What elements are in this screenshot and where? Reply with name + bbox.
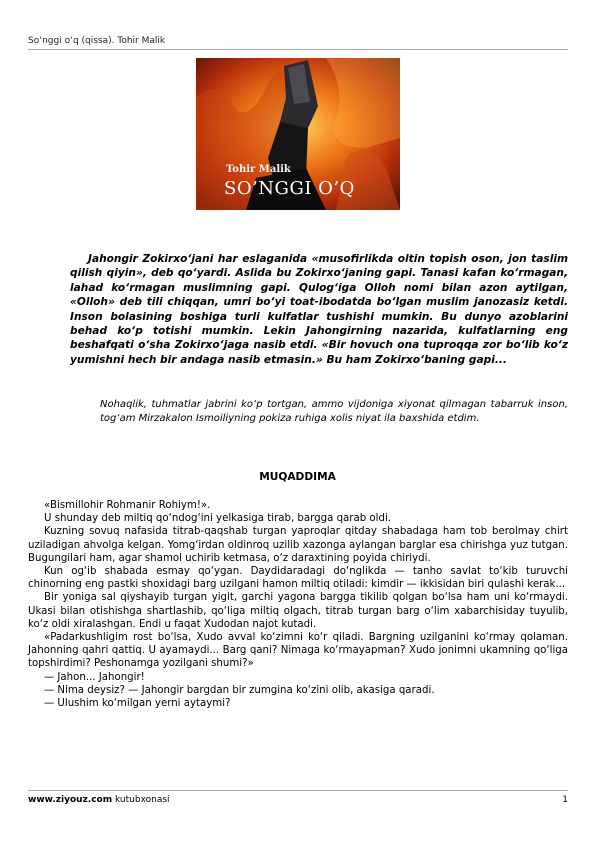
cover-author: Tohir Malik bbox=[226, 164, 291, 175]
page-number: 1 bbox=[562, 795, 568, 805]
site-suffix: kutubxonasi bbox=[112, 795, 170, 805]
paragraph: «Bismillohir Rohmanir Rohiym!». bbox=[44, 500, 211, 511]
paragraph: — Nima deysiz? — Jahongir bargdan bir zumgina ko‘zini olib, akasiga qaradi. bbox=[44, 684, 435, 696]
dedication-epigraph: Nohaqlik, tuhmatlar jabrini ko‘p tortgan, ammo vijdoniga xiyonat qilmagan tabarruk inson, tog‘am Mirzakalon Ismoiliyning pokiza ruhiga xolis niyat ila baxshida etdim. bbox=[100, 399, 568, 424]
running-header bbox=[28, 36, 568, 50]
chapter-body bbox=[28, 499, 568, 710]
chapter-title: MUQADDIMA bbox=[259, 471, 336, 483]
paragraph: — Ulushim ko‘milgan yerni aytaymi? bbox=[44, 698, 231, 710]
paragraph: U shunday deb miltiq qo‘ndog‘ini yelkasiga tirab, bargga qarab oldi. bbox=[44, 513, 392, 525]
page-footer bbox=[28, 790, 568, 805]
running-title: So‘nggi o‘q (qissa). Tohir Malik bbox=[28, 36, 166, 46]
paragraph: Kuzning sovuq nafasida titrab-qaqshab turgan yaproqlar qitday shabadaga ham tob berolmay chirt uziladigan ahvolga kelgan. Yomg‘irdan oldinroq uzilib xazonga aylangan barglar esa chirishga yuz tutgan. Bugungilari ham, agar shamol uchirib ketmasa, o‘z daraxtining poyida chiriydi. bbox=[28, 526, 568, 564]
site-link[interactable]: www.ziyouz.com bbox=[28, 795, 113, 805]
paragraph: Kun og‘ib shabada esmay qo‘ygan. Daydidaradagi do‘nglikda — tanho savlat to‘kib turuvchi chinorning eng pastki shoxidagi barg uzilgani hamon miltiq otiladi: kimdir — ikkisidan biri qulashi kerak... bbox=[28, 566, 568, 591]
intro-paragraph: Jahongir Zokirxo‘jani har eslaganida «musofirlikda oltin topish oson, jon taslim qilish qiyin», deb qo‘yardi. Aslida bu Zokirxo‘janing gapi. Tanasi kafan ko‘rmagan, lahad ko‘rmagan muslimning gapi. Qulog‘iga Olloh nomi bilan azon aytilgan, «Olloh» deb tili chiqqan, umri bo‘yi toat-ibodatda bo‘lgan muslim janozasiz ketdi. Inson bolasining boshiga turli kulfatlar tushishi mumkin. Bu dunyo azoblarini behad ko‘p totishi mumkin. Lekin Jahongirning nazarida, kulfatlarning eng beshafqati o‘sha Zokirxo‘jaga nasib etdi. «Bir hovuch ona tuproqqa zor bo‘lib ko‘z yumishni hech bir andaga nasib etmasin.» Bu ham Zokirxo‘baning gapi... bbox=[70, 253, 568, 366]
book-cover-image bbox=[196, 58, 400, 210]
paragraph: — Jahon... Jahongir! bbox=[44, 671, 145, 683]
paragraph: Bir yoniga sal qiyshayib turgan yigit, garchi yagona bargga tikilib qolgan bo‘lsa ham uni ko‘rmaydi. Ukasi bilan otishishga shartlashib, qo‘liga miltiq olgach, titrab turgan barg o‘lim xabarchisiday tuyulib, ko‘z oldi xiralashgan. Endi u faqat Xudodan najot kutadi. bbox=[28, 592, 568, 630]
cover-title: SO’NGGI O’Q bbox=[224, 178, 355, 199]
paragraph: «Padarkushligim rost bo‘lsa, Xudo avval ko‘zimni ko‘r qiladi. Bargning uzilganini ko‘rmay qolaman. Jahonning qahri qattiq. U ayamaydi... Barg qani? Nimaga ko‘rmayapman? Xudo jonimni ukamning qo‘liga topshirdimi? Peshonamga yozilgani shumi?» bbox=[28, 632, 568, 670]
